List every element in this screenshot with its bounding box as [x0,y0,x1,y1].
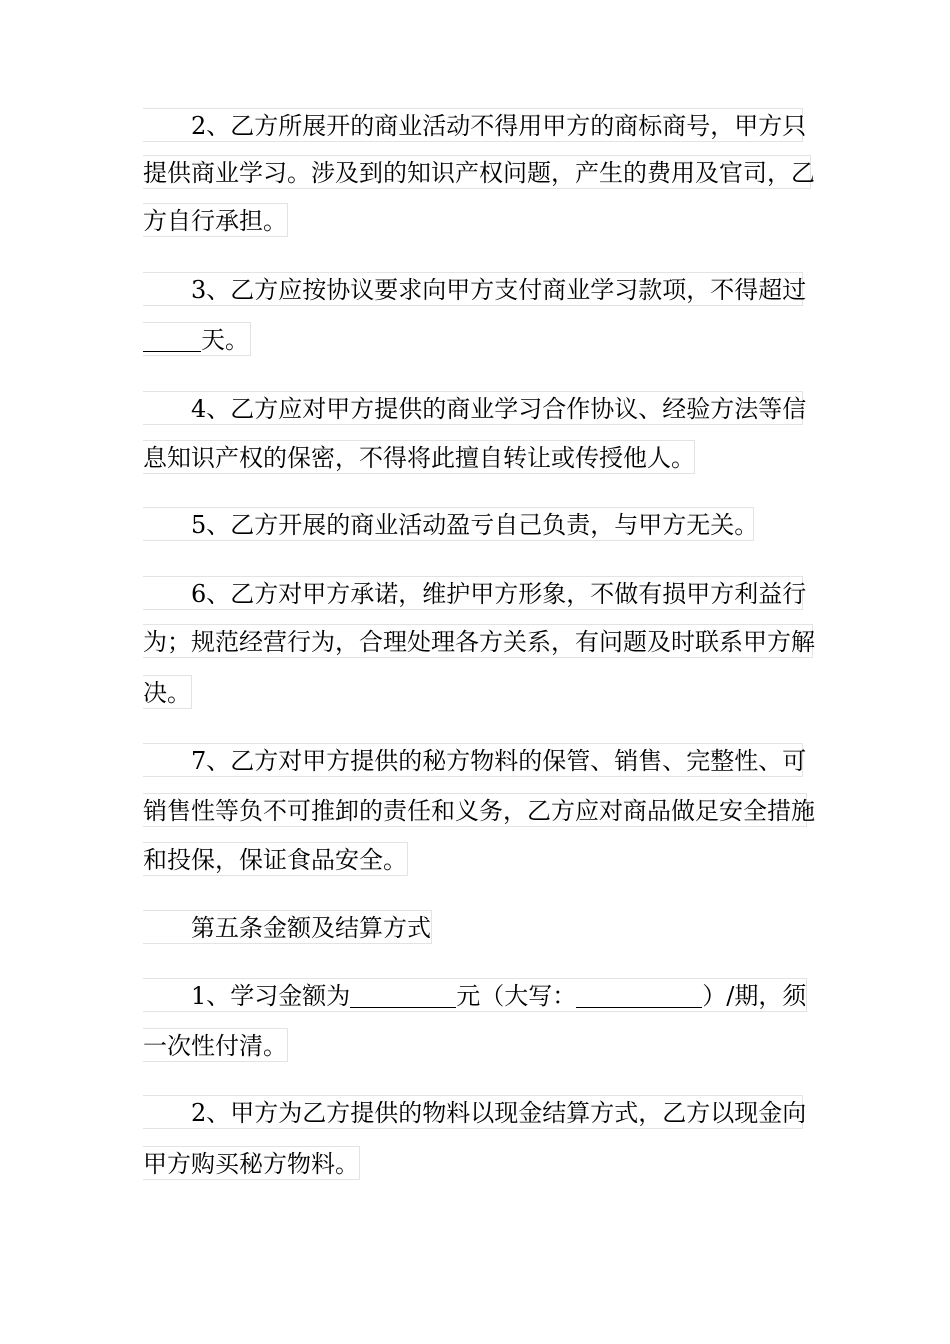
clause-6-line-1: 6、乙方对甲方承诺，维护甲方形象，不做有损甲方利益行 [143,576,803,610]
amount-clause-1-line-2: 一次性付清。 [143,1028,288,1062]
clause-3-line-1: 3、乙方应按协议要求向甲方支付商业学习款项，不得超过 [143,272,803,306]
clause-3-line-2 [143,322,251,356]
clause-2-line-1: 2、乙方所展开的商业活动不得用甲方的商标商号，甲方只 [143,108,803,142]
clause-6-line-2: 为；规范经营行为，合理处理各方关系，有问题及时联系甲方解 [143,624,813,658]
clause-4-line-2: 息知识产权的保密，不得将此擅自转让或传授他人。 [143,440,695,474]
clause-4-line-1: 4、乙方应对甲方提供的商业学习合作协议、经验方法等信 [143,391,803,425]
clause-2-line-3: 方自行承担。 [143,203,288,237]
amount-capital-blank [576,983,702,1008]
amount-clause-1-line-1 [143,978,807,1012]
amount-clause-2-line-1: 2、甲方为乙方提供的物料以现金结算方式，乙方以现金向 [143,1095,803,1129]
clause-7-line-2: 销售性等负不可推卸的责任和义务，乙方应对商品做足安全措施 [143,793,807,827]
amount-blank [350,983,456,1008]
clause-6-line-3: 决。 [143,675,192,709]
amount-capital-label: 元（大写： [456,982,577,1010]
amount-period-text: ）/期，须 [702,982,807,1010]
clause-5-line-1: 5、乙方开展的商业活动盈亏自己负责，与甲方无关。 [143,507,754,541]
clause-2-line-2: 提供商业学习。涉及到的知识产权问题，产生的费用及官司，乙 [143,155,811,189]
clause-3-line-2-text: 天。 [201,326,249,354]
days-blank [143,327,201,352]
amount-clause-2-line-2: 甲方购买秘方物料。 [143,1146,360,1180]
clause-7-line-3: 和投保，保证食品安全。 [143,842,408,876]
clause-7-line-1: 7、乙方对甲方提供的秘方物料的保管、销售、完整性、可 [143,743,803,777]
amount-label: 1、学习金额为 [191,982,351,1010]
section-5-title: 第五条金额及结算方式 [143,910,432,944]
